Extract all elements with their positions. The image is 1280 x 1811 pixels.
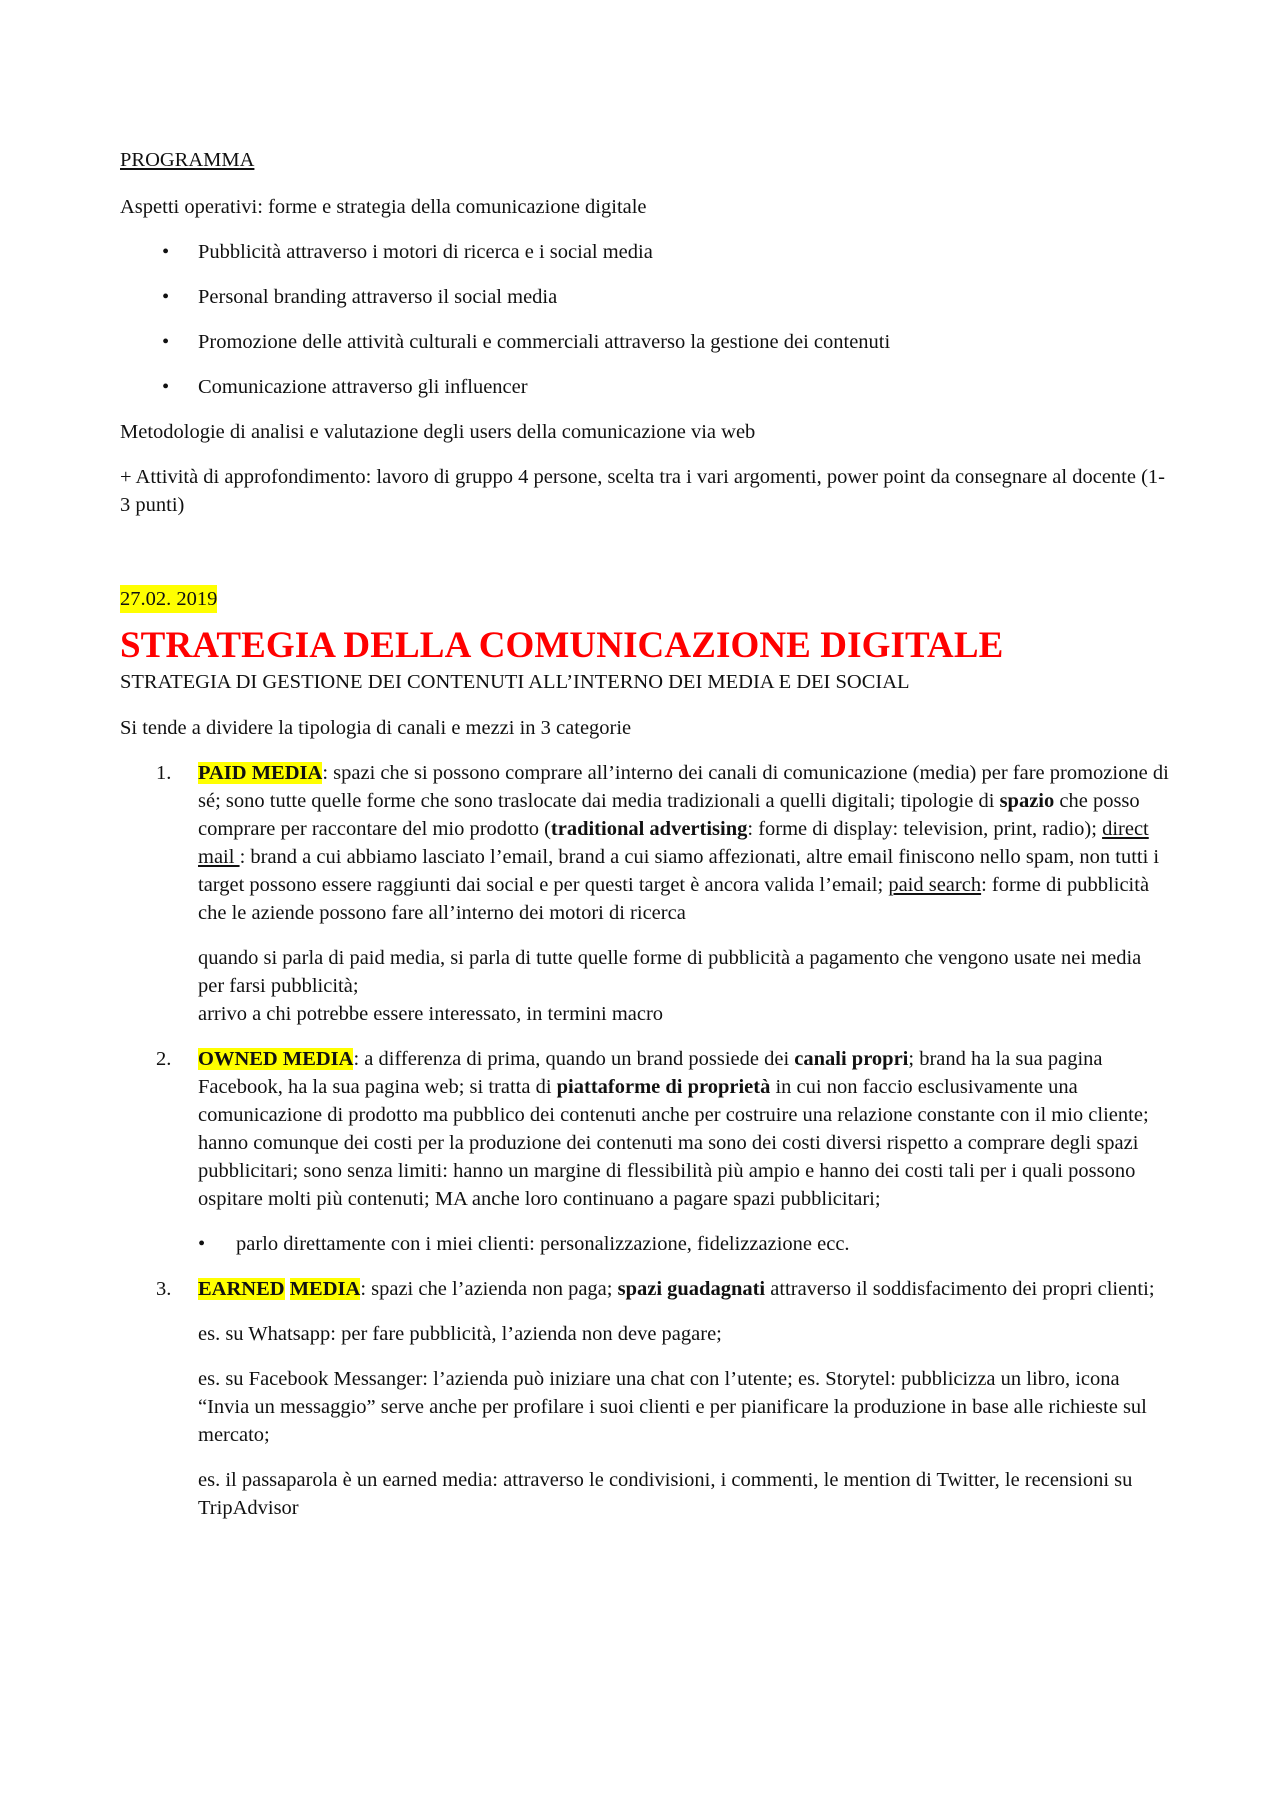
bullet-icon: •: [198, 1233, 206, 1255]
spacer: [120, 536, 1170, 585]
activity-paragraph: + Attività di approfondimento: lavoro di gruppo 4 persone, scelta tra i vari argomenti, power point da consegnare al docente (1-3 punti): [120, 466, 1165, 516]
list-item-owned-media: [120, 1045, 1170, 1258]
list-number: 3.: [156, 1278, 172, 1300]
list-item-earned-media: [120, 1275, 1170, 1522]
programma-heading: PROGRAMMA: [120, 149, 255, 171]
list-item: • Comunicazione attraverso gli influencer: [120, 373, 1170, 401]
list-item: • Promozione delle attività culturali e commerciali attraverso la gestione dei contenuti: [120, 328, 1170, 356]
paid-media-label: PAID MEDIA: [198, 762, 323, 784]
paid-media-note: quando si parla di paid media, si parla di tutte quelle forme di pubblicità a pagamento che vengono usate nei media per farsi pubblicità; arrivo a chi potrebbe essere interessato, in termini macro: [198, 947, 1142, 1025]
list-item: • parlo direttamente con i miei clienti: personalizzazione, fidelizzazione ecc.: [198, 1230, 1170, 1258]
lesson-title: STRATEGIA DELLA COMUNICAZIONE DIGITALE: [120, 625, 1004, 666]
bullet-icon: •: [162, 241, 170, 263]
programma-bullet-list: [120, 238, 1170, 401]
list-item-paid-media: [120, 759, 1170, 1028]
bullet-icon: •: [162, 376, 170, 398]
bullet-icon: •: [162, 331, 170, 353]
owned-media-paragraph: OWNED MEDIA: a differenza di prima, quando un brand possiede dei canali propri; brand ha la sua pagina Facebook, ha la sua pagina web; si tratta di piattaforme di proprietà in cui non faccio esclusivamente una comunicazione di prodotto ma pubblico dei contenuti anche per costruire una relazione constante con il mio cliente; hanno comunque dei costi per la produzione dei contenuti ma sono dei costi diversi rispetto a comprare degli spazi pubblicitari; sono senza limiti: hanno un margine di flessibilità più ampio e hanno dei costi tali per i quali possono ospitare molti più contenuti; MA anche loro continuano a pagare spazi pubblicitari;: [198, 1048, 1149, 1210]
earned-example-3: es. il passaparola è un earned media: attraverso le condivisioni, i commenti, le mention di Twitter, le recensioni su TripAdvisor: [198, 1469, 1133, 1519]
direct-mail-term: direct mail: [198, 818, 1149, 868]
owned-media-label: OWNED MEDIA: [198, 1048, 354, 1070]
earned-example-2: es. su Facebook Messanger: l’azienda può iniziare una chat con l’utente; es. Storytel: pubblicizza un libro, icona “Invia un messaggio” serve anche per profilare i suoi clienti e per pianificare la produzione in base alle richieste sul mercato;: [198, 1368, 1147, 1446]
list-item: • Personal branding attraverso il social media: [120, 283, 1170, 311]
bullet-icon: •: [162, 286, 170, 308]
earned-media-paragraph: EARNED MEDIA: spazi che l’azienda non paga; spazi guadagnati attraverso il soddisfacimento dei propri clienti;: [198, 1278, 1155, 1300]
methodology-paragraph: Metodologie di analisi e valutazione degli users della comunicazione via web: [120, 421, 756, 443]
lesson-date: 27.02. 2019: [120, 585, 217, 613]
document-page: [120, 146, 1170, 1539]
earned-media-label: EARNED: [198, 1278, 285, 1300]
paid-media-paragraph: PAID MEDIA: spazi che si possono comprare all’interno dei canali di comunicazione (media) per fare promozione di sé; sono tutte quelle forme che sono traslocate dai media tradizionali a quelli digitali; tipologie di spazio che posso comprare per raccontare del mio prodotto (traditional advertising: forme di display: television, print, radio); direct mail : brand a cui abbiamo lasciato l’email, brand a cui siamo affezionati, altre email finiscono nello spam, non tutti i target possono essere raggiunti dai social e per questi target è ancora valida l’email; paid search: forme di pubblicità che le aziende possono fare all’interno dei motori di ricerca: [198, 762, 1169, 924]
list-number: 1.: [156, 762, 172, 784]
list-number: 2.: [156, 1048, 172, 1070]
lesson-subtitle: STRATEGIA DI GESTIONE DEI CONTENUTI ALL’INTERNO DEI MEDIA E DEI SOCIAL: [120, 671, 910, 693]
earned-example-1: es. su Whatsapp: per fare pubblicità, l’azienda non deve pagare;: [198, 1323, 722, 1345]
lesson-intro: Si tende a dividere la tipologia di canali e mezzi in 3 categorie: [120, 717, 632, 739]
paid-search-term: paid search: [888, 874, 982, 896]
programma-intro: Aspetti operativi: forme e strategia della comunicazione digitale: [120, 196, 647, 218]
lesson-date-line: [120, 585, 1170, 613]
list-item: • Pubblicità attraverso i motori di ricerca e i social media: [120, 238, 1170, 266]
media-categories-list: [120, 759, 1170, 1522]
